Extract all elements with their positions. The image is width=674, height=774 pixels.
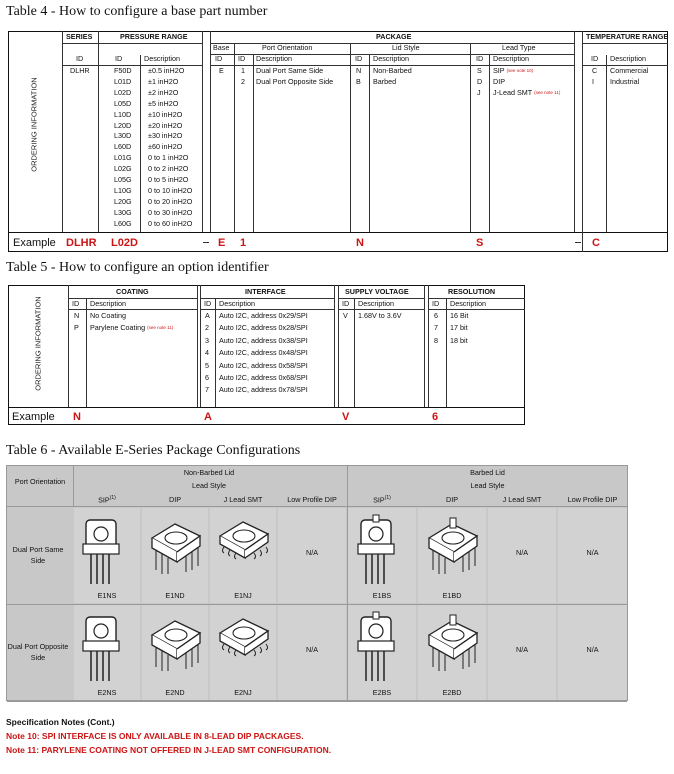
coating-id: P xyxy=(74,323,79,333)
note-ref: (see note 11) xyxy=(147,325,174,331)
lead-desc: J-Lead SMT $^{(see note 11)}$ xyxy=(493,87,561,97)
spec-note-label: Note 10: xyxy=(6,731,42,741)
supply-desc-col: Description xyxy=(358,299,394,308)
interface-id: 2 xyxy=(205,323,209,333)
column-header: SIP$^{(1)}$ xyxy=(98,495,116,505)
pressure-desc: ±10 inH2O xyxy=(148,109,183,119)
barbed-lid-header: Barbed Lid xyxy=(470,468,505,477)
lead-id-col: ID xyxy=(476,54,484,63)
column-header: DIP xyxy=(446,495,458,504)
port-id-col: ID xyxy=(238,54,246,63)
config-code: E2NJ xyxy=(234,688,252,697)
interface-desc: Auto I2C, address 0x28/SPI xyxy=(219,323,308,333)
pressure-desc: ±2 inH2O xyxy=(148,87,179,97)
interface-id: 4 xyxy=(205,348,209,358)
pressure-id: L20D xyxy=(114,120,132,130)
pressure-desc: ±30 inH2O xyxy=(148,131,183,141)
spec-note-text: PARYLENE COATING NOT OFFERED IN J-LEAD SMT CONFIGURATION. xyxy=(41,745,332,755)
pressure-id: L10G xyxy=(114,185,132,195)
lead-style-header-1: Lead Style xyxy=(192,481,226,490)
example-lid: N xyxy=(356,237,364,249)
interface-desc: Auto I2C, address 0x58/SPI xyxy=(219,360,308,370)
lead-id: D xyxy=(477,76,483,86)
config-na: N/A xyxy=(516,645,528,654)
coating-header: COATING xyxy=(116,287,149,296)
temp-id-col: ID xyxy=(591,54,599,63)
temp-id: C xyxy=(592,66,598,75)
lead-desc: SIP $^{(see note 10)}$ xyxy=(493,66,534,75)
t6-divider xyxy=(73,466,74,506)
pressure-desc: 0 to 30 inH2O xyxy=(148,207,193,217)
config-code: E1ND xyxy=(165,591,185,600)
example-supply: V xyxy=(342,411,350,423)
package-drawing-icon xyxy=(214,514,272,569)
pressure-id: L02D xyxy=(114,87,132,97)
example-port: 1 xyxy=(240,237,247,249)
temp-desc: Industrial xyxy=(610,76,640,86)
table4-title: Table 4 - How to configure a base part number xyxy=(6,4,268,19)
base-id-col: ID xyxy=(215,54,223,63)
lead-header: Lead Type xyxy=(502,43,536,52)
package-drawing-icon xyxy=(353,514,399,591)
package-drawing-icon xyxy=(214,611,272,666)
config-code: E1NJ xyxy=(234,591,252,600)
pressure-id: L05G xyxy=(114,175,132,184)
pressure-desc: 0 to 2 inH2O xyxy=(148,164,189,174)
pressure-desc: ±60 inH2O xyxy=(148,142,183,152)
config-code: E2NS xyxy=(97,688,117,697)
table4-example-label: Example xyxy=(13,237,56,249)
interface-desc: Auto I2C, address 0x48/SPI xyxy=(219,348,308,358)
port-desc-col: Description xyxy=(256,54,292,63)
pressure-desc: 0 to 5 inH2O xyxy=(148,175,189,184)
lead-desc-col: Description xyxy=(493,54,529,63)
config-na: N/A xyxy=(586,548,599,557)
column-header: SIP$^{(1)}$ xyxy=(373,495,391,505)
resolution-header: RESOLUTION xyxy=(448,287,496,296)
lid-id: N xyxy=(356,66,362,75)
pressure-desc: ±0.5 inH2O xyxy=(148,66,185,75)
example-lead: S xyxy=(476,237,484,249)
temp-id: I xyxy=(592,76,594,86)
pressure-id: L01D xyxy=(114,76,132,86)
supply-desc: 1.68V to 3.6V xyxy=(358,311,402,320)
interface-id: A xyxy=(205,311,210,320)
sip-note-ref: (1) xyxy=(384,495,391,501)
lead-desc: DIP xyxy=(493,76,505,86)
spec-note xyxy=(6,731,304,741)
column-header: Low Profile DIP xyxy=(567,495,618,504)
pressure-id: L10D xyxy=(114,109,132,119)
coating-desc-col: Description xyxy=(90,299,126,308)
interface-id: 6 xyxy=(205,373,209,382)
resolution-id: 7 xyxy=(434,323,438,333)
supply-id-col: ID xyxy=(342,299,350,308)
coating-desc: No Coating xyxy=(90,311,126,320)
pressure-desc: ±5 inH2O xyxy=(148,98,179,108)
interface-id-col: ID xyxy=(204,299,212,308)
config-code: E1BD xyxy=(442,591,462,600)
resolution-id: 6 xyxy=(434,311,438,320)
temp-desc: Commercial xyxy=(610,66,649,75)
table5-example-label: Example xyxy=(12,411,55,423)
port-header: Port Orientation xyxy=(262,43,313,52)
pressure-id-col: ID xyxy=(115,54,123,63)
pressure-desc: 0 to 10 inH2O xyxy=(148,185,193,195)
pressure-id: F50D xyxy=(114,66,132,75)
interface-desc: Auto I2C, address 0x78/SPI xyxy=(219,385,308,395)
pressure-id: L60D xyxy=(114,142,132,152)
note-ref: (see note 10) xyxy=(506,68,534,73)
series-value: DLHR xyxy=(70,66,90,75)
package-drawing-icon xyxy=(423,611,481,678)
interface-desc-col: Description xyxy=(219,299,255,308)
spec-note xyxy=(6,745,331,755)
lid-desc: Non-Barbed xyxy=(373,66,412,75)
interface-id: 7 xyxy=(205,385,209,395)
pressure-id: L02G xyxy=(114,164,132,174)
temp-header: TEMPERATURE RANGE xyxy=(586,32,669,41)
lead-id: S xyxy=(477,66,482,75)
base-header: Base xyxy=(213,43,230,52)
config-code: E2BS xyxy=(372,688,392,697)
pressure-id: L01G xyxy=(114,153,132,163)
config-na: N/A xyxy=(516,548,528,557)
port-desc: Dual Port Same Side xyxy=(256,66,324,75)
interface-header: INTERFACE xyxy=(245,287,286,296)
package-drawing-icon xyxy=(423,514,481,581)
t6-header-rule xyxy=(7,506,627,507)
lid-id: B xyxy=(356,76,361,86)
t6-row-rule xyxy=(7,701,627,702)
example-resolution: 6 xyxy=(432,411,439,423)
pressure-desc: 0 to 60 inH2O xyxy=(148,218,193,228)
spec-note-label: Note 11: xyxy=(6,745,42,755)
base-value: E xyxy=(219,66,224,75)
series-id-col: ID xyxy=(76,54,84,63)
package-drawing-icon xyxy=(78,514,124,591)
config-code: E2BD xyxy=(442,688,462,697)
example-interface: A xyxy=(204,411,212,423)
t6-divider xyxy=(347,466,348,702)
lid-desc: Barbed xyxy=(373,76,397,86)
pressure-desc-col: Description xyxy=(144,54,180,63)
lid-header: Lid Style xyxy=(392,43,420,52)
resolution-desc: 18 bit xyxy=(450,335,468,345)
package-drawing-icon xyxy=(146,611,204,678)
interface-desc: Auto I2C, address 0x29/SPI xyxy=(219,311,308,320)
supply-id: V xyxy=(343,311,348,320)
example-base: E xyxy=(218,237,226,249)
config-code: E2ND xyxy=(165,688,185,697)
config-code: E1BS xyxy=(372,591,392,600)
port-desc: Dual Port Opposite Side xyxy=(256,76,334,86)
temp-desc-col: Description xyxy=(610,54,646,63)
example-series: DLHR xyxy=(66,237,97,249)
pressure-id: L30G xyxy=(114,207,132,217)
resolution-desc-col: Description xyxy=(450,299,486,308)
interface-desc: Auto I2C, address 0x68/SPI xyxy=(219,373,308,382)
ordering-info-label: ORDERING INFORMATION xyxy=(29,77,39,172)
port-id: 2 xyxy=(241,76,245,86)
lid-desc-col: Description xyxy=(373,54,409,63)
series-header: SERIES xyxy=(66,32,93,41)
pressure-id: L20G xyxy=(114,196,132,206)
config-na: N/A xyxy=(306,548,318,557)
row-label: Dual Port Opposite Side xyxy=(7,642,69,662)
column-header: DIP xyxy=(169,495,181,504)
example-temp: C xyxy=(592,237,600,249)
example-pressure: L02D xyxy=(111,237,138,249)
spec-note-text: SPI INTERFACE IS ONLY AVAILABLE IN 8-LEAD DIP PACKAGES. xyxy=(41,731,304,741)
lead-style-header-2: Lead Style xyxy=(470,481,505,490)
pressure-header: PRESSURE RANGE xyxy=(120,32,188,41)
coating-desc: Parylene Coating $^{(see note 11)}$ xyxy=(90,323,174,333)
port-id: 1 xyxy=(241,66,245,75)
resolution-desc: 17 bit xyxy=(450,323,468,333)
column-header: Low Profile DIP xyxy=(287,495,337,504)
table6-title: Table 6 - Available E-Series Package Configurations xyxy=(6,443,301,458)
port-orientation-header: Port Orientation xyxy=(14,477,66,486)
interface-desc: Auto I2C, address 0x38/SPI xyxy=(219,335,308,345)
column-header: J Lead SMT xyxy=(223,495,263,504)
config-na: N/A xyxy=(306,645,318,654)
pressure-desc: 0 to 1 inH2O xyxy=(148,153,189,163)
row-label: Dual Port Same Side xyxy=(12,545,64,565)
supply-header: SUPPLY VOLTAGE xyxy=(345,287,409,296)
resolution-id-col: ID xyxy=(432,299,440,308)
coating-id-col: ID xyxy=(72,299,80,308)
column-header: J Lead SMT xyxy=(502,495,542,504)
interface-id: 5 xyxy=(205,360,209,370)
lid-id-col: ID xyxy=(355,54,363,63)
notes-heading: Specification Notes (Cont.) xyxy=(6,717,115,727)
config-code: E1NS xyxy=(97,591,117,600)
resolution-id: 8 xyxy=(434,335,438,345)
pressure-desc: ±20 inH2O xyxy=(148,120,183,130)
coating-id: N xyxy=(74,311,80,320)
table6 xyxy=(6,465,628,701)
non-barbed-lid-header: Non-Barbed Lid xyxy=(183,468,235,477)
example-coating: N xyxy=(73,411,81,423)
package-drawing-icon xyxy=(146,514,204,581)
resolution-desc: 16 Bit xyxy=(450,311,469,320)
pressure-id: L30D xyxy=(114,131,132,141)
note-ref: (see note 11) xyxy=(534,89,561,95)
interface-id: 3 xyxy=(205,335,209,345)
package-drawing-icon xyxy=(78,611,124,688)
pressure-id: L60G xyxy=(114,218,132,228)
lead-id: J xyxy=(477,87,481,97)
pressure-desc: ±1 inH2O xyxy=(148,76,179,86)
config-na: N/A xyxy=(586,645,599,654)
package-drawing-icon xyxy=(353,611,399,688)
table5-title: Table 5 - How to configure an option identifier xyxy=(6,260,269,275)
package-header: PACKAGE xyxy=(376,32,412,41)
pressure-id: L05D xyxy=(114,98,132,108)
ordering-info-label-5: ORDERING INFORMATION xyxy=(33,296,43,391)
sip-note-ref: (1) xyxy=(109,495,116,501)
pressure-desc: 0 to 20 inH2O xyxy=(148,196,193,206)
